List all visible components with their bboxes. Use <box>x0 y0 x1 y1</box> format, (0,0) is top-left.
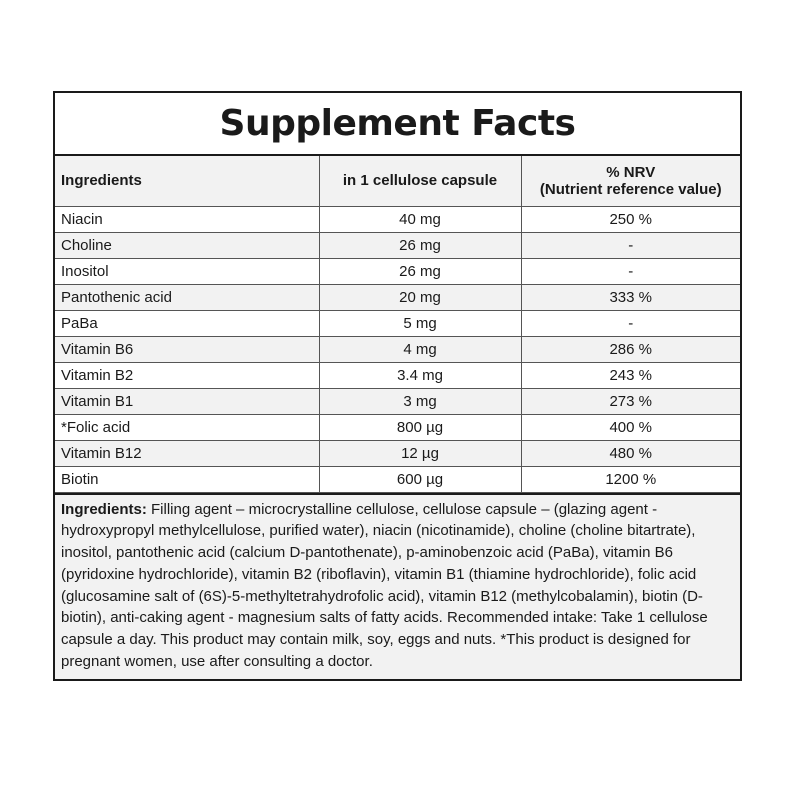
cell-amount: 20 mg <box>319 284 521 310</box>
panel-title: Supplement Facts <box>55 93 740 156</box>
table-row <box>55 466 740 492</box>
cell-ingredient: PaBa <box>55 310 319 336</box>
table-row <box>55 258 740 284</box>
table-row <box>55 388 740 414</box>
cell-ingredient: Inositol <box>55 258 319 284</box>
header-nrv-line1: % NRV <box>606 163 656 181</box>
table-row <box>55 232 740 258</box>
cell-ingredient: Vitamin B1 <box>55 388 319 414</box>
cell-nrv: 400 % <box>521 414 740 440</box>
cell-amount: 5 mg <box>319 310 521 336</box>
cell-amount: 3.4 mg <box>319 362 521 388</box>
cell-nrv: 273 % <box>521 388 740 414</box>
cell-ingredient: Pantothenic acid <box>55 284 319 310</box>
cell-amount: 600 µg <box>319 466 521 492</box>
cell-nrv: 333 % <box>521 284 740 310</box>
cell-ingredient: *Folic acid <box>55 414 319 440</box>
cell-ingredient: Vitamin B2 <box>55 362 319 388</box>
cell-ingredient: Vitamin B12 <box>55 440 319 466</box>
cell-amount: 26 mg <box>319 258 521 284</box>
header-ingredients: Ingredients <box>55 156 319 206</box>
table-row <box>55 336 740 362</box>
cell-ingredient: Choline <box>55 232 319 258</box>
cell-ingredient: Biotin <box>55 466 319 492</box>
cell-ingredient: Vitamin B6 <box>55 336 319 362</box>
table-row <box>55 440 740 466</box>
header-nrv <box>521 156 740 206</box>
nutrient-table <box>55 156 740 493</box>
cell-nrv: 250 % <box>521 206 740 232</box>
table-row <box>55 414 740 440</box>
cell-nrv: - <box>521 258 740 284</box>
table-row <box>55 362 740 388</box>
cell-nrv: 243 % <box>521 362 740 388</box>
table-row <box>55 310 740 336</box>
cell-amount: 3 mg <box>319 388 521 414</box>
notes-label: Ingredients: <box>61 500 147 518</box>
cell-nrv: 480 % <box>521 440 740 466</box>
table-header-row <box>55 156 740 206</box>
cell-ingredient: Niacin <box>55 206 319 232</box>
cell-nrv: 286 % <box>521 336 740 362</box>
cell-nrv: 1200 % <box>521 466 740 492</box>
cell-amount: 800 µg <box>319 414 521 440</box>
ingredients-notes <box>55 493 740 679</box>
cell-nrv: - <box>521 232 740 258</box>
header-amount: in 1 cellulose capsule <box>319 156 521 206</box>
cell-amount: 4 mg <box>319 336 521 362</box>
cell-amount: 12 µg <box>319 440 521 466</box>
table-row <box>55 284 740 310</box>
table-row <box>55 206 740 232</box>
cell-amount: 26 mg <box>319 232 521 258</box>
cell-nrv: - <box>521 310 740 336</box>
supplement-facts-panel <box>53 91 742 681</box>
header-nrv-line2: (Nutrient reference value) <box>539 180 722 198</box>
notes-text: Filling agent – microcrystalline cellulose, cellulose capsule – (glazing agent - hydroxypropyl methylcellulose, purified water), niacin (nicotinamide), choline (choline bitartrate), inositol, pantothenic acid (calcium D-pantothenate), p-aminobenzoic acid (PaBa), vitamin B6 (pyridoxine hydrochloride), vitamin B2 (riboflavin), vitamin B1 (thiamine hydrochloride), folic acid (glucosamine salt of (6S)-5-methyltetrahydrofolic acid), vitamin B12 (methylcobalamin), biotin (D-biotin), anti-caking agent - magnesium salts of fatty acids. Recommended intake: Take 1 cellulose capsule a day. This product may contain milk, soy, eggs and nuts. *This product is designed for pregnant women, use after consulting a doctor. <box>61 500 708 671</box>
cell-amount: 40 mg <box>319 206 521 232</box>
